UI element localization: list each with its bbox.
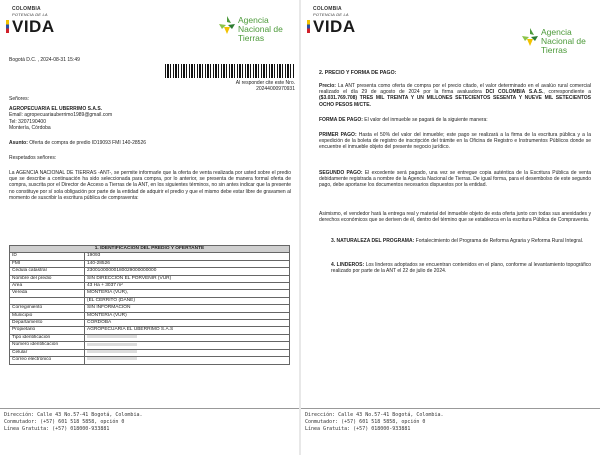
flag-stripe-icon <box>6 20 9 33</box>
table-key: ID <box>10 253 85 260</box>
footer-phone: Conmutador: (+57) 601 518 5858, opción 0 <box>305 419 426 425</box>
forma-text: El valor del inmueble se pagará de la siguiente manera: <box>362 117 488 123</box>
subject-label: Asunto: <box>9 140 28 146</box>
pago2-paragraph <box>319 170 591 189</box>
section-4-text: Los linderos adoptados se encuentran contenidos en el plano, conforme al levantamiento topográfico realizado por parte de la ANT el 22 de julio de 2024. <box>331 262 591 275</box>
table-row <box>10 327 290 334</box>
greeting: Respetados señores: <box>9 155 57 161</box>
section-2-title: 2. PRECIO Y FORMA DE PAGO: <box>319 70 397 76</box>
table-key: FMI <box>10 260 85 267</box>
page-header-2 <box>301 0 600 55</box>
ant-line2: Nacional de <box>541 36 586 46</box>
table-key: Municipio <box>10 312 85 319</box>
price-paragraph <box>319 83 591 108</box>
table-row <box>10 275 290 282</box>
price-text: La ANT presenta como oferta de compra por el precio citado, el valor determinado en el avalúo rural comercial realizado el día 29 de agosto de 2024 por la firma avaluadora <box>319 83 591 96</box>
ant-line3: Tierras <box>541 45 568 55</box>
ant-line2: Nacional de <box>238 24 283 34</box>
redacted-value <box>87 335 137 338</box>
intro-paragraph: La AGENCIA NACIONAL DE TIERRAS -ANT-, se permite informarle que la oferta de venta realizada por usted sobre el predio que se describe a continuación ha sido seleccionada para compra, por lo anterior, se presenta de manera formal oferta de compra, suscrita por el Director de Acceso a Tierras de la ANT, en los siguientes términos, no sin antes indicar que la presente no constituye por sí sola obligación por parte de la entidad de adquirir el predio y que el mismo debe estar libre de gravamen al momento de suscribir la escritura pública de compraventa: <box>9 170 291 201</box>
footer-phone: Conmutador: (+57) 601 518 5858, opción 0 <box>4 419 125 425</box>
table-value: AGROPECUARIA EL UBERRIMO S.A.S <box>85 327 290 334</box>
table-title: 1. IDENTIFICACIÓN DEL PREDIO Y OFERTANTE <box>10 246 290 253</box>
table-value <box>85 349 290 356</box>
recipient-tel: Tel: 3207190400 <box>9 118 46 125</box>
table-key: Nombre del predio <box>10 275 85 282</box>
barcode-image <box>165 64 295 78</box>
pago2-label: SEGUNDO PAGO: <box>319 170 363 176</box>
table-value: SIN DIRECCION EL PORVENIR (VUR) <box>85 275 290 282</box>
section-3-text: Fortalecimiento del Programa de Reforma Agraria y Reforma Rural Integral. <box>414 238 584 244</box>
section-3-title: 3. NATURALEZA DEL PROGRAMA: <box>331 238 415 244</box>
redacted-value <box>87 343 137 346</box>
table-key: Vereda <box>10 290 85 297</box>
table-value <box>85 357 290 364</box>
recipient-city: Montería, Córdoba <box>9 125 51 131</box>
table-row <box>10 253 290 260</box>
salutation: Señores: <box>9 96 30 102</box>
table-row <box>10 349 290 356</box>
footer-address: Dirección: Calle 43 No.57-41 Bogotá, Colombia. <box>4 412 143 418</box>
price-label: Precio: <box>319 83 338 89</box>
colombia-vida-logo <box>6 6 76 35</box>
entrega-paragraph: Asimismo, el vendedor hará la entrega real y material del inmueble objeto de esta oferta junto con todas sus anexidades y derechos económicos que se deriven de él, dentro del término que se establezca en la escritura Pública de Compraventa. <box>319 211 591 224</box>
table-value <box>85 342 290 349</box>
logo-potencia-text: POTENCIA DE LA <box>12 12 48 17</box>
table-key: Cédula catastral <box>10 268 85 275</box>
footer-toll-free: Línea Gratuita: (+57) 018000-933881 <box>305 426 411 432</box>
table-value <box>85 334 290 341</box>
subject-text: Oferta de compra de predio ID19093 FMI 140-28526 <box>29 140 147 146</box>
table-row <box>10 283 290 290</box>
table-row <box>10 312 290 319</box>
logo-potencia-text: POTENCIA DE LA <box>313 12 349 17</box>
ant-line1: Agencia <box>541 27 572 37</box>
pago1-text: Hasta el 50% del valor del inmueble; este pago se realizará a la firma de la escritura pública y a la expedición de la boleta de registro de inscripción del trámite en la Oficina de Registro e Instrumentos Públicos donde se encuentre el inmueble objeto del presente negocio jurídico. <box>319 132 592 151</box>
barcode-number: 20244000970931 <box>256 86 295 92</box>
redacted-value <box>87 357 137 360</box>
barcode-caption-block <box>200 80 295 92</box>
table-value: (EL CERRITO (DANE) <box>85 297 290 304</box>
ant-leaf-icon <box>216 14 238 36</box>
table-key: Tipo identificación <box>10 334 85 341</box>
table-row <box>10 320 290 327</box>
table-value: 43 Ha + 3037 m² <box>85 283 290 290</box>
table-value: MONTERIA (VUR), <box>85 290 290 297</box>
price-firm: DCI COLOMBIA S.A.S. <box>485 89 544 96</box>
document-page-1 <box>0 0 299 455</box>
logo-colombia-text: COLOMBIA <box>313 6 342 12</box>
logo-colombia-text: COLOMBIA <box>12 6 41 12</box>
barcode-caption: Al responder cite este Nro. <box>235 80 295 86</box>
date-line: Bogotá D.C. , 2024-08-31 15:49 <box>9 57 80 63</box>
table-key: Correo electrónico <box>10 357 85 364</box>
price-mid: , correspondiente a <box>543 89 592 96</box>
pago1-paragraph <box>319 132 591 151</box>
logo-vida-text: VIDA <box>313 17 356 36</box>
table-key: Departamento <box>10 320 85 327</box>
section-3 <box>331 238 591 244</box>
redacted-value <box>87 350 137 353</box>
table-row <box>10 290 290 297</box>
table-row <box>10 334 290 341</box>
logo-vida-text: VIDA <box>12 17 55 36</box>
table-value: CÓRDOBA <box>85 320 290 327</box>
table-key: Área <box>10 283 85 290</box>
recipient-email: Email: agropecuariauberrimo1989@gmail.com <box>9 112 113 118</box>
page-footer <box>0 408 299 455</box>
pago2-text: El excedente será pagado, una vez se entregue copia auténtica de la Escritura Pública de venta debidamente registrada a nombre de la Agencia Nacional de Tierras. De igual forma, para el desembolso de este segundo pago, debe aportarse los documentos necesarios dispuestos por la entidad. <box>319 170 591 189</box>
flag-stripe-icon <box>307 20 310 33</box>
page-footer-2 <box>301 408 600 455</box>
table-row <box>10 342 290 349</box>
colombia-vida-logo-2 <box>307 6 377 35</box>
subject-line <box>9 140 146 147</box>
table-key <box>10 297 85 304</box>
ant-leaf-icon <box>519 26 541 48</box>
pago1-label: PRIMER PAGO: <box>319 132 357 138</box>
table-key: Corregimiento <box>10 305 85 312</box>
recipient-company: AGROPECUARIA EL UBERRIMO S.A.S. <box>9 105 103 112</box>
table-value: MONTERÍA (VUR) <box>85 312 290 319</box>
table-row <box>10 357 290 364</box>
price-amount: ($3.031.769.708) TRES MIL TREINTA Y UN MILLONES SETECIENTOS SESENTA Y NUEVE MIL SETECIENTOS OCHO PESOS M/CTE. <box>319 95 591 108</box>
table-row <box>10 260 290 267</box>
recipient-block <box>9 96 112 132</box>
table-row <box>10 297 290 304</box>
forma-paragraph <box>319 117 591 123</box>
table-value: 19093 <box>85 253 290 260</box>
ant-line3: Tierras <box>238 33 265 43</box>
section-4-title: 4. LINDEROS: <box>331 262 365 268</box>
table-key: Celular <box>10 349 85 356</box>
ant-line1: Agencia <box>238 15 269 25</box>
footer-address: Dirección: Calle 43 No.57-41 Bogotá, Colombia. <box>305 412 444 418</box>
property-table <box>9 245 290 365</box>
forma-label: FORMA DE PAGO: <box>319 117 363 123</box>
page-header <box>0 0 299 52</box>
section-4 <box>331 262 591 274</box>
table-row <box>10 268 290 275</box>
table-key: Número identificación <box>10 342 85 349</box>
table-value: 23001000000180029000000000 <box>85 268 290 275</box>
table-value: 140-28526 <box>85 260 290 267</box>
table-value: SIN INFORMACIÓN <box>85 305 290 312</box>
document-page-2 <box>301 0 600 455</box>
table-key: Propietario <box>10 327 85 334</box>
table-row <box>10 305 290 312</box>
footer-toll-free: Línea Gratuita: (+57) 018000-933881 <box>4 426 110 432</box>
